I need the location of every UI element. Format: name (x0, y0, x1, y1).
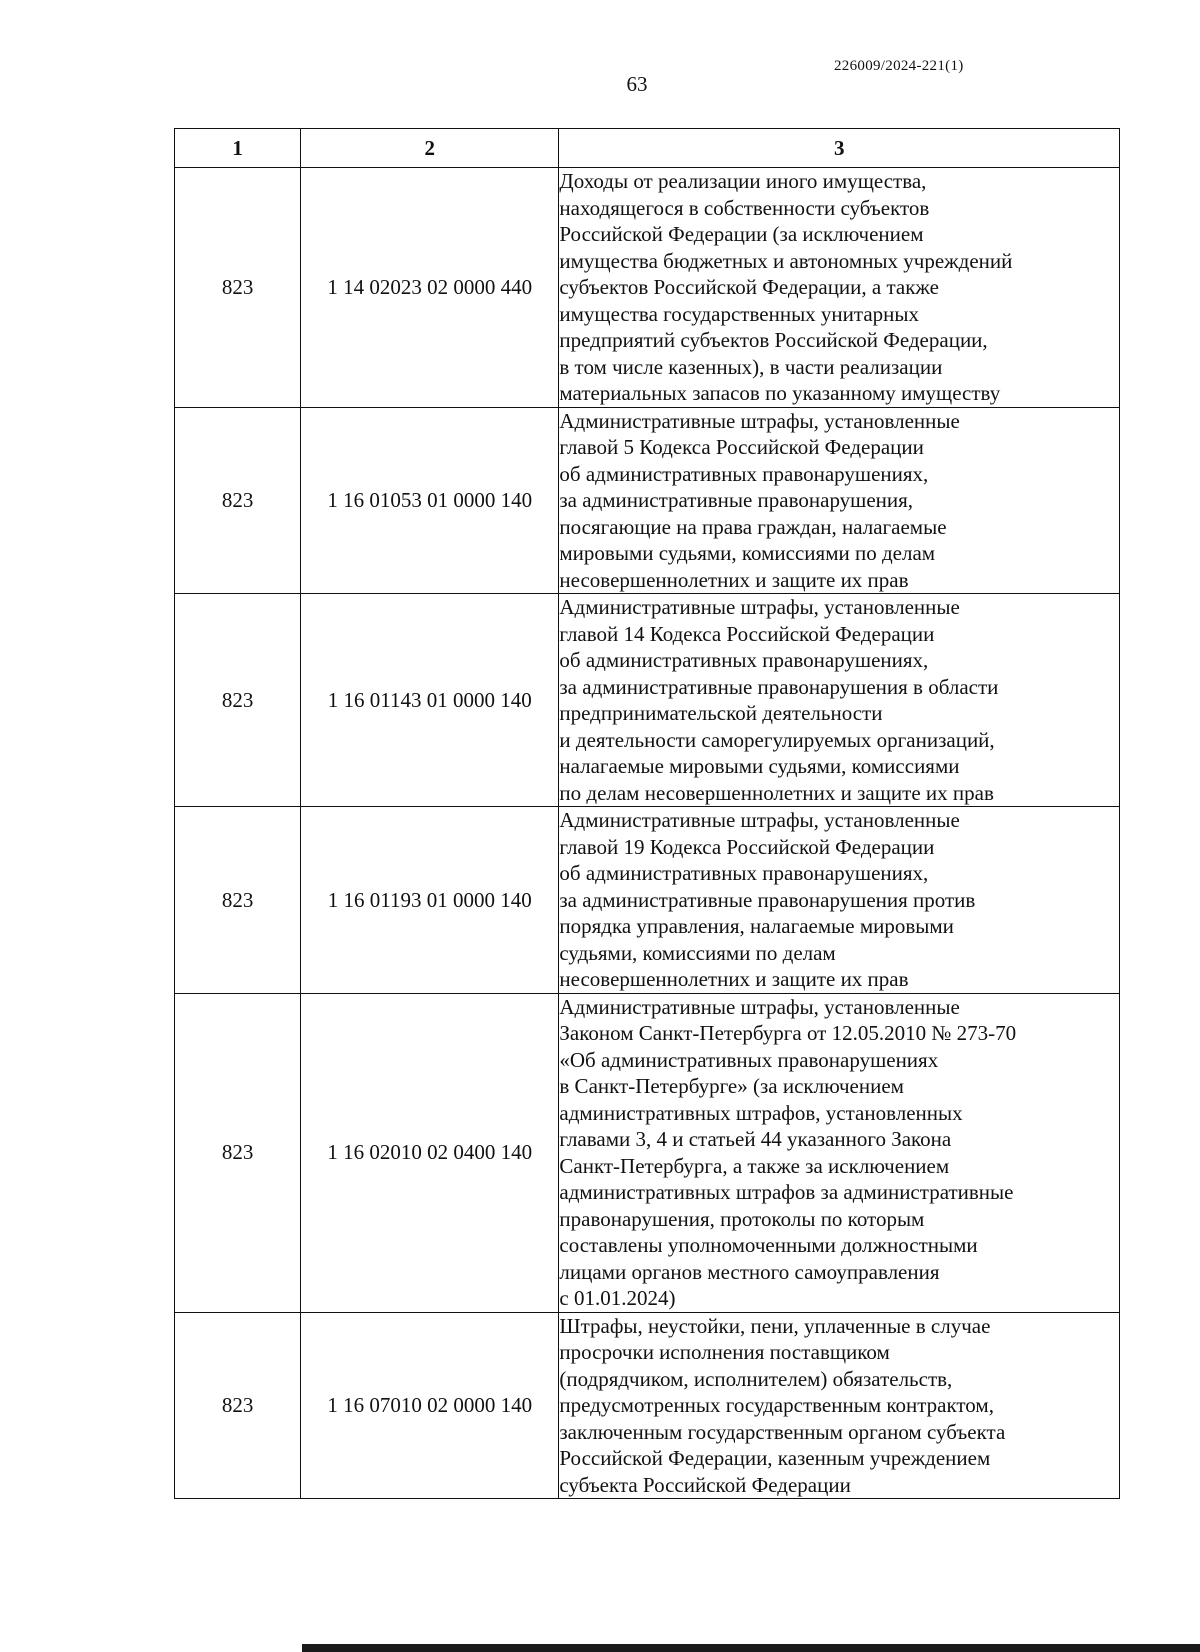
income-name-line: административных штрафов за административные (559, 1180, 1014, 1204)
income-name-line: порядка управления, налагаемые мировыми (559, 914, 954, 938)
column-header-2: 2 (301, 129, 559, 168)
income-name-line: материальных запасов по указанному имуществу (559, 381, 1001, 405)
income-name-line: Санкт-Петербурга, а также за исключением (559, 1153, 950, 1178)
income-name-line: Административные штрафы, установленные (559, 595, 960, 619)
table-row (175, 168, 1120, 408)
income-name-line: и деятельности саморегулируемых организаций, (559, 727, 995, 752)
income-name-line: Штрафы, неустойки, пени, уплаченные в случае (559, 1313, 991, 1338)
income-name-line: правонарушения, протоколы по которым (559, 1206, 925, 1231)
income-name-line: несовершеннолетних и защите их прав (559, 567, 909, 592)
table-row (175, 594, 1120, 807)
income-name-line: имущества бюджетных и автономных учреждений (559, 248, 1013, 273)
income-name-line: административных штрафов, установленных (559, 1100, 963, 1125)
table-row (175, 1312, 1120, 1499)
income-name-line: об административных правонарушениях, (559, 861, 929, 885)
table-row (175, 993, 1120, 1312)
admin-code-cell: 823 (175, 993, 301, 1312)
income-name-line: «Об административных правонарушениях (559, 1047, 939, 1072)
income-name-cell (559, 168, 1120, 408)
income-name-line: Административные штрафы, установленные (559, 808, 960, 832)
income-name-line: субъекта Российской Федерации (559, 1472, 851, 1497)
table-header-row (175, 129, 1120, 168)
income-name-line: предприятий субъектов Российской Федерации, (559, 328, 988, 352)
income-name-line: имущества государственных унитарных (559, 301, 920, 326)
page-number: 63 (626, 72, 648, 96)
income-name-line: Законом Санкт-Петербурга от 12.05.2010 № 273-70 (559, 1021, 1017, 1045)
income-name-line: заключенным государственным органом субъекта (559, 1419, 1006, 1444)
income-name-line: с 01.01.2024) (559, 1286, 676, 1310)
income-name-line: находящегося в собственности субъектов (559, 195, 930, 220)
income-name-line: мировыми судьями, комиссиями по делам (559, 541, 936, 565)
income-name-cell (559, 807, 1120, 994)
income-name-line: предусмотренных государственным контрактом, (559, 1393, 994, 1417)
income-name-cell (559, 1312, 1120, 1499)
income-name-line: главой 5 Кодекса Российской Федерации (559, 435, 924, 459)
admin-code-cell: 823 (175, 407, 301, 594)
income-name-line: Административные штрафы, установленные (559, 408, 960, 433)
column-header-1: 1 (175, 129, 301, 168)
income-name-line: судьями, комиссиями по делам (559, 940, 836, 965)
income-name-cell (559, 407, 1120, 594)
budget-code-cell: 1 16 02010 02 0400 140 (301, 993, 559, 1312)
income-name-line: Российской Федерации (за исключением (559, 222, 924, 246)
admin-code-cell: 823 (175, 1312, 301, 1499)
income-name-cell (559, 594, 1120, 807)
income-name-line: главами 3, 4 и статьей 44 указанного Закона (559, 1127, 952, 1151)
income-name-line: за административные правонарушения в области (559, 674, 999, 699)
budget-code-cell: 1 16 07010 02 0000 140 (301, 1312, 559, 1499)
admin-code-cell: 823 (175, 594, 301, 807)
income-name-line: налагаемые мировыми судьями, комиссиями (559, 754, 960, 778)
income-name-line: предпринимательской деятельности (559, 701, 883, 725)
document-number: 226009/2024-221(1) (834, 58, 964, 74)
table-row (175, 407, 1120, 594)
income-name-line: посягающие на права граждан, налагаемые (559, 514, 947, 539)
income-name-line: Административные штрафы, установленные (559, 994, 960, 1019)
admin-code-cell: 823 (175, 807, 301, 994)
income-name-line: субъектов Российской Федерации, а также (559, 275, 939, 299)
income-name-line: Российской Федерации, казенным учреждением (559, 1446, 991, 1470)
income-name-line: в том числе казенных), в части реализации (559, 354, 943, 379)
budget-code-cell: 1 14 02023 02 0000 440 (301, 168, 559, 408)
income-name-line: (подрядчиком, исполнителем) обязательств, (559, 1366, 953, 1391)
admin-code-cell: 823 (175, 168, 301, 408)
income-name-line: за административные правонарушения против (559, 887, 976, 912)
income-name-line: составлены уполномоченными должностными (559, 1233, 978, 1257)
income-name-line: Доходы от реализации иного имущества, (559, 169, 927, 193)
scan-edge-bar (302, 1644, 1200, 1652)
income-name-line: в Санкт-Петербурге» (за исключением (559, 1074, 904, 1098)
budget-code-cell: 1 16 01143 01 0000 140 (301, 594, 559, 807)
income-name-line: лицами органов местного самоуправления (559, 1259, 940, 1284)
column-header-3: 3 (559, 129, 1120, 168)
budget-classification-table (174, 128, 1120, 1499)
income-name-line: об административных правонарушениях, (559, 648, 929, 672)
income-name-line: несовершеннолетних и защите их прав (559, 967, 909, 991)
page-number-wrap (0, 72, 1200, 97)
table-body (175, 168, 1120, 1499)
budget-code-cell: 1 16 01053 01 0000 140 (301, 407, 559, 594)
income-name-line: за административные правонарушения, (559, 488, 914, 512)
table-row (175, 807, 1120, 994)
income-name-line: главой 14 Кодекса Российской Федерации (559, 621, 935, 646)
income-name-line: по делам несовершеннолетних и защите их прав (559, 780, 994, 805)
income-name-line: просрочки исполнения поставщиком (559, 1340, 890, 1364)
income-name-line: главой 19 Кодекса Российской Федерации (559, 834, 935, 859)
income-name-line: об административных правонарушениях, (559, 461, 929, 486)
income-name-cell (559, 993, 1120, 1312)
budget-code-cell: 1 16 01193 01 0000 140 (301, 807, 559, 994)
